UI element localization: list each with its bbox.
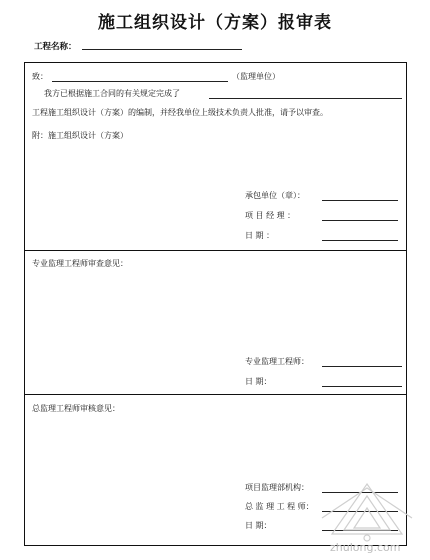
supervision-unit-field[interactable] — [52, 81, 228, 82]
chief-review-heading: 总监理工程师审核意见： — [32, 404, 120, 413]
supervision-unit-label: （监理单位） — [232, 72, 280, 81]
date-label-1: 日 期 ： — [245, 231, 275, 240]
form-title: 施工组织设计（方案）报审表 — [98, 13, 332, 33]
watermark — [312, 478, 422, 556]
attachment-label: 附：施工组织设计（方案） — [32, 131, 128, 140]
specialist-engineer-field[interactable] — [322, 366, 402, 367]
specialist-engineer-label: 专业监理工程师： — [245, 357, 309, 366]
completion-statement: 我方已根据施工合同的有关规定完成了 — [44, 89, 180, 98]
section-divider-1 — [24, 250, 407, 251]
approval-statement: 工程施工组织设计（方案）的编制，并经我单位上级技术负责人批准，请予以审查。 — [32, 108, 328, 117]
supervision-org-label: 项目监理部机构： — [245, 483, 309, 492]
chief-engineer-label: 总 监 理 工 程 师： — [245, 502, 314, 511]
contractor-field[interactable] — [322, 200, 398, 201]
project-name-label: 工程名称： — [34, 42, 77, 52]
project-name-field[interactable] — [82, 49, 242, 50]
date-field-2[interactable] — [322, 386, 402, 387]
section-divider-2 — [24, 394, 407, 395]
project-manager-field[interactable] — [322, 220, 398, 221]
watermark-text: zhulong.com — [330, 541, 401, 554]
date-field-1[interactable] — [322, 240, 398, 241]
date-label-2: 日 期： — [245, 377, 272, 386]
specialist-review-heading: 专业监理工程师审查意见： — [32, 259, 128, 268]
project-manager-label: 项 目 经 理 ： — [245, 211, 296, 220]
date-label-3: 日 期： — [245, 521, 272, 530]
to-label: 致： — [32, 72, 48, 81]
project-completed-field[interactable] — [209, 98, 402, 99]
contractor-label: 承包单位（章）： — [245, 191, 305, 200]
